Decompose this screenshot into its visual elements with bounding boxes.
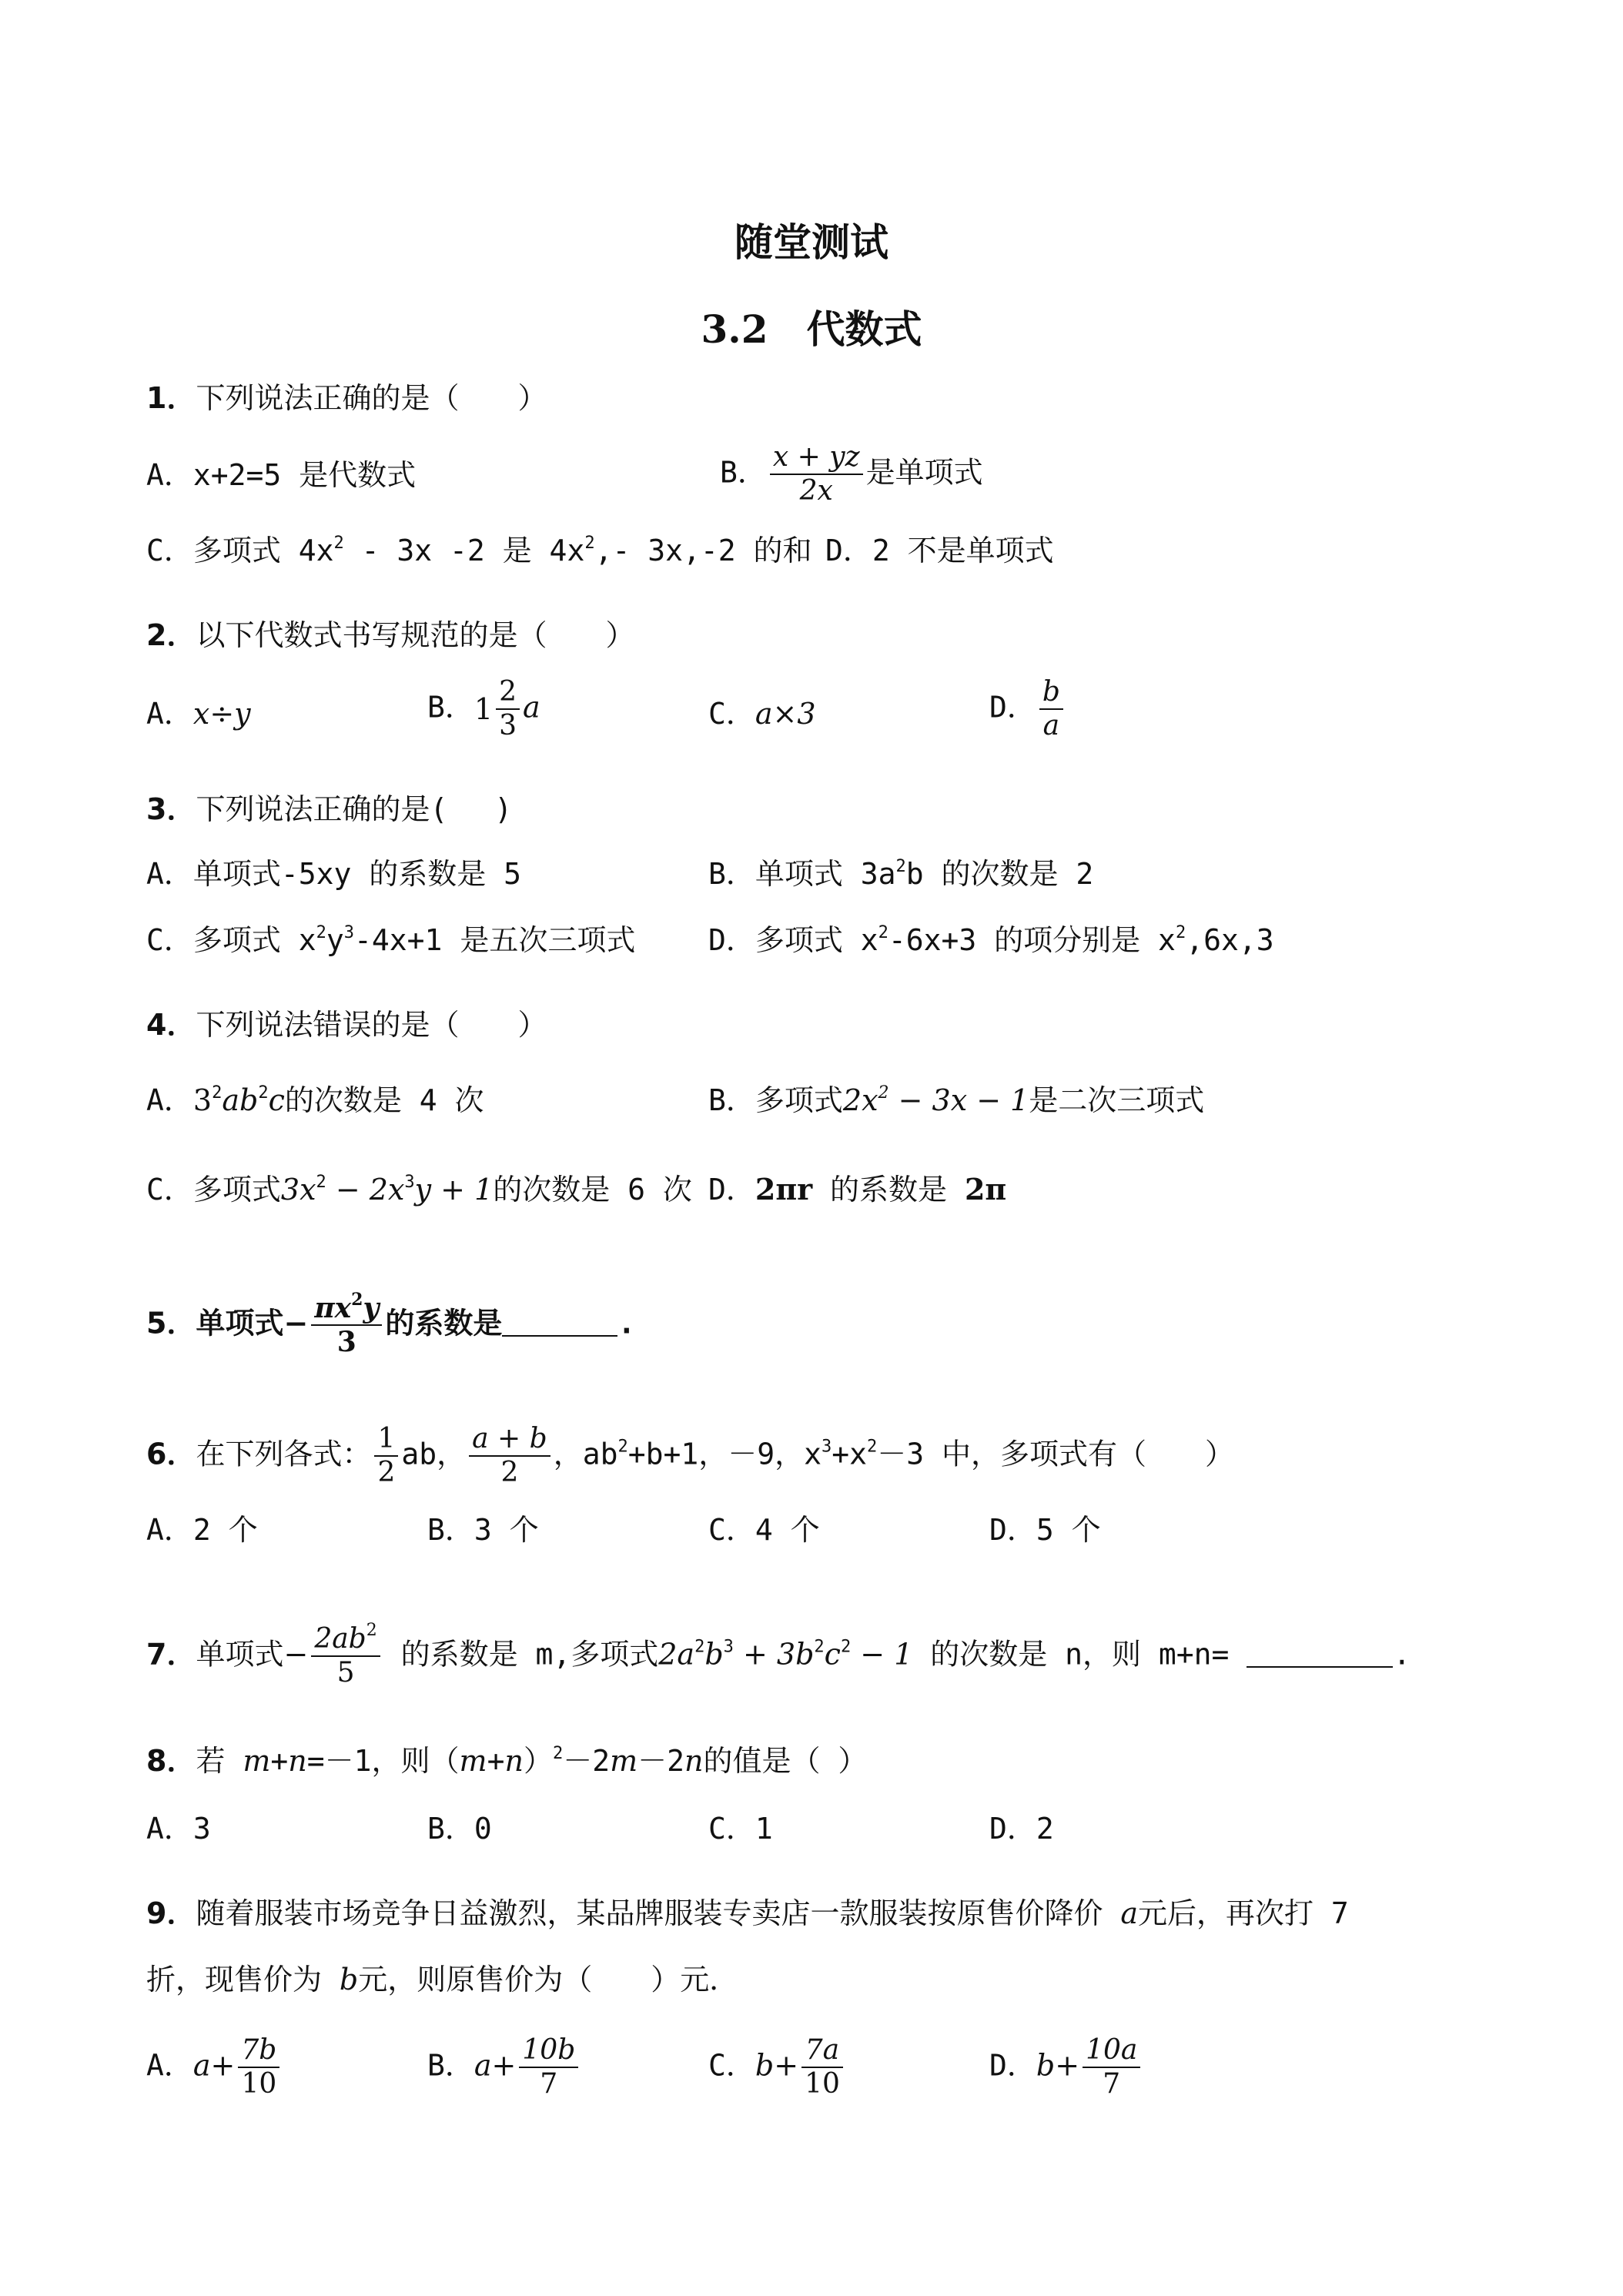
fraction: $\frac{10b}{7}$ [519, 2034, 578, 2100]
answer-blank[interactable] [502, 1307, 617, 1337]
section-title: 3.2 代数式 [701, 306, 922, 352]
question-9-option-b: B．a+ $\frac{10b}{7}$ [427, 2034, 581, 2100]
question-7: 7．单项式− $\frac{2ab^2}{5}$ 的系数是 m,多项式$2a^2b^3 + 3b^2c^2 - 1$ 的次数是 n，则 m+n= . [146, 1621, 1411, 1689]
question-3-option-d: D．多项式 $x^2-6x+3$ 的项分别是 $x^2,6x,3$ [708, 923, 1274, 957]
page-title: 随堂测试 [735, 219, 888, 265]
question-3-option-b: B．单项式 $3a^2b$ 的次数是 2 [708, 857, 1094, 891]
question-9-option-a: A．a+ $\frac{7b}{10}$ [146, 2034, 283, 2100]
fraction: $\frac{10a}{7}$ [1083, 2034, 1140, 2100]
fraction: $\frac{2}{3}$ [496, 676, 520, 742]
question-6-option-a: A．2 个 [146, 1513, 258, 1547]
question-2-option-d: D． $\frac{b}{a}$ [989, 676, 1066, 742]
question-9-option-d: D．b+ $\frac{10a}{7}$ [989, 2034, 1143, 2100]
question-2-option-a: A．x÷y [146, 697, 251, 731]
question-6-stem: 6．在下列各式： $\frac{1}{2}$ ab， $\frac{a + b}{2}$ ，$ab^2+b+1$，－9，$x^3+x^2-3$ 中，多项式有（ ） [146, 1423, 1235, 1488]
fraction: $\frac{b}{a}$ [1039, 676, 1063, 742]
question-2-option-c: C．a×3 [708, 697, 816, 731]
question-3-option-a: A．单项式-5xy 的系数是 5 [146, 857, 522, 891]
question-1-option-b: B． $\frac{x + yz}{2x}$ 是单项式 [720, 441, 983, 507]
question-4-option-c: C．多项式$3x^2 - 2x^3y + 1$的次数是 6 次 [146, 1173, 692, 1207]
fraction: $\frac{\pi x^2y}{3}$ [311, 1292, 382, 1358]
question-9-stem-line-1: 9．随着服装市场竞争日益激烈，某品牌服装专卖店一款服装按原售价降价 a元后，再次打 7 [146, 1896, 1349, 1930]
question-2-stem: 2．以下代数式书写规范的是（ ） [146, 618, 635, 652]
question-3-stem: 3．下列说法正确的是( ) [146, 792, 513, 826]
question-8-option-c: C．1 [708, 1812, 773, 1846]
fraction: $\frac{7a}{10}$ [801, 2034, 843, 2100]
question-5: 5．单项式− $\frac{\pi x^2y}{3}$ 的系数是 . [146, 1290, 636, 1358]
question-8-option-d: D．2 [989, 1812, 1054, 1846]
question-1-stem: 1．下列说法正确的是（ ） [146, 381, 547, 415]
question-8-stem: 8．若 m+n=－1，则$(m+n)^2-2m-2n$的值是（ ） [146, 1744, 868, 1778]
question-1-option-c: C．多项式 $4x^2 - 3x$ -2 是 $4x^2,-$ 3x,-2 的和 [146, 534, 812, 567]
question-9-stem-line-2: 折，现售价为 b元，则原售价为（ ）元． [146, 1963, 739, 1996]
question-8-option-b: B．0 [427, 1812, 492, 1846]
question-4-option-d: D．2πr 的系数是 2π [708, 1172, 1007, 1207]
fraction: $\frac{a + b}{2}$ [469, 1423, 550, 1489]
question-6-option-c: C．4 个 [708, 1513, 820, 1547]
question-3-option-c: C．多项式 $x^2y^3-4x+1$ 是五次三项式 [146, 923, 636, 957]
question-1-option-a: A．x+2=5 是代数式 [146, 458, 417, 492]
question-2-option-b: B．1 $\frac{2}{3}$ a [427, 676, 540, 741]
question-4-option-b: B．多项式$2x^2 - 3x - 1$是二次三项式 [708, 1083, 1205, 1117]
question-1-option-d: D．2 不是单项式 [825, 534, 1054, 567]
fraction: $\frac{1}{2}$ [374, 1423, 398, 1489]
fraction: $\frac{2ab^2}{5}$ [311, 1623, 380, 1689]
question-9-option-c: C．b+ $\frac{7a}{10}$ [708, 2034, 846, 2100]
question-6-option-b: B．3 个 [427, 1513, 539, 1547]
question-8-option-a: A．3 [146, 1812, 211, 1846]
question-4-stem: 4．下列说法错误的是（ ） [146, 1008, 547, 1042]
fraction: $\frac{7b}{10}$ [238, 2034, 279, 2100]
question-4-option-a: A．$3^2ab^2c$的次数是 4 次 [146, 1083, 484, 1117]
fraction: $\frac{x + yz}{2x}$ [770, 441, 863, 507]
answer-blank[interactable] [1247, 1638, 1393, 1668]
question-6-option-d: D．5 个 [989, 1513, 1101, 1547]
